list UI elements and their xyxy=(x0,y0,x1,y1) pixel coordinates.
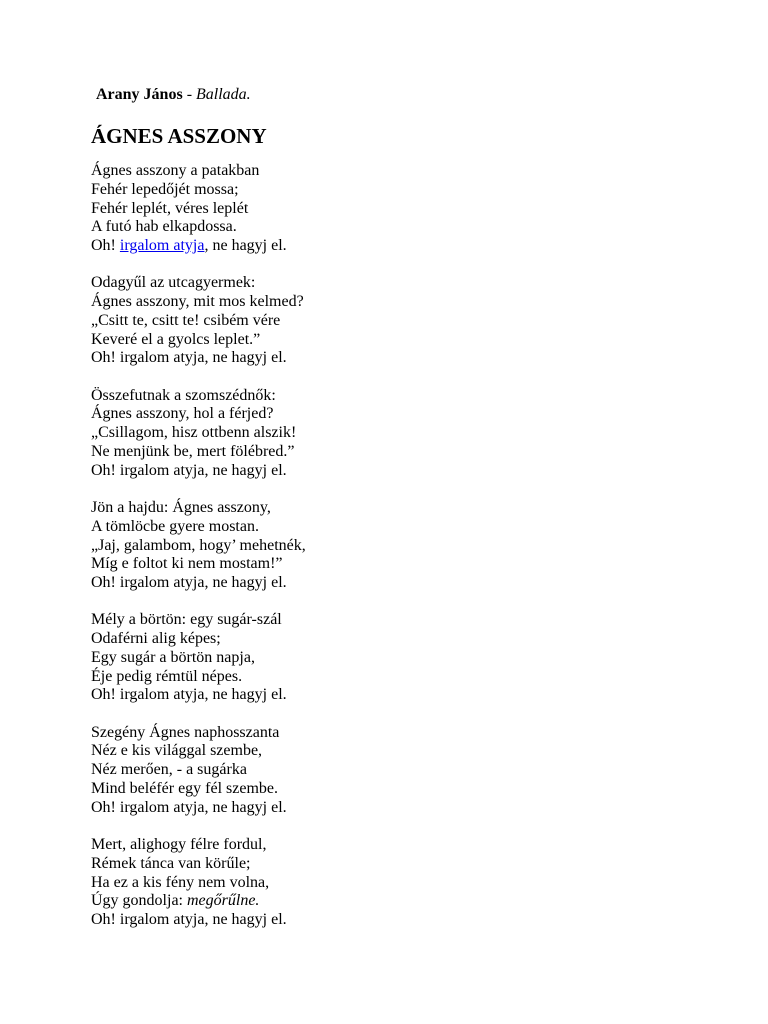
verse-line: A tömlöcbe gyere mostan. xyxy=(91,517,259,535)
verse-line: Mély a börtön: egy sugár-szál xyxy=(91,611,282,629)
verse-line: „Jaj, galambom, hogy’ mehetnék, xyxy=(91,536,306,554)
refrain-suffix: , ne hagyj el. xyxy=(204,237,287,254)
verse-line: Mert, alighogy félre fordul, xyxy=(91,836,267,854)
refrain-line: Oh! irgalom atyja, ne hagyj el. xyxy=(91,461,287,479)
verse-line: Jön a hajdu: Ágnes asszony, xyxy=(91,499,271,517)
verse-line: Néz merően, - a sugárka xyxy=(91,761,247,779)
verse-line: Odagyűl az utcagyermek: xyxy=(91,274,256,292)
verse-line: Összefutnak a szomszédnők: xyxy=(91,386,276,404)
irgalom-atyja-link[interactable]: irgalom atyja xyxy=(119,237,205,254)
refrain-line xyxy=(91,237,691,256)
stanza-5 xyxy=(91,611,691,705)
poem-document xyxy=(91,84,691,948)
author-line xyxy=(96,84,691,106)
verse-line: „Csitt te, csitt te! csibém vére xyxy=(91,311,281,329)
verse-line: Fehér leplét, véres leplét xyxy=(91,199,249,217)
verse-line: Fehér lepedőjét mossa; xyxy=(91,180,239,198)
verse-line: Ha ez a kis fény nem volna, xyxy=(91,873,270,891)
verse-line: A futó hab elkapdossa. xyxy=(91,218,237,236)
stanza-4 xyxy=(91,499,691,593)
verse-line: Egy sugár a börtön napja, xyxy=(91,648,255,666)
verse-line: Szegény Ágnes naphosszanta xyxy=(91,723,280,741)
verse-line: Ágnes asszony a patakban xyxy=(91,162,260,179)
verse-line: Míg e foltot ki nem mostam!” xyxy=(91,555,283,573)
refrain-line: Oh! irgalom atyja, ne hagyj el. xyxy=(91,686,287,704)
italic-word: megőrűlne. xyxy=(187,892,260,910)
verse-line: Mind beléfér egy fél szembe. xyxy=(91,779,279,797)
verse-line: Néz e kis világgal szembe, xyxy=(91,742,263,760)
stanza-3 xyxy=(91,387,691,481)
refrain-line: Oh! irgalom atyja, ne hagyj el. xyxy=(91,574,287,592)
verse-line-prefix: Úgy gondolja: xyxy=(91,892,187,910)
author-name: Arany János xyxy=(96,86,183,103)
verse-line: Éje pedig rémtül népes. xyxy=(91,667,243,685)
poem-title: ÁGNES ASSZONY xyxy=(91,124,267,148)
genre-label: Ballada. xyxy=(196,86,251,103)
refrain-line: Oh! irgalom atyja, ne hagyj el. xyxy=(91,349,287,367)
stanza-2 xyxy=(91,274,691,368)
stanza-6 xyxy=(91,724,691,818)
verse-line: Ágnes asszony, hol a férjed? xyxy=(91,405,274,423)
stanza-7 xyxy=(91,836,691,930)
verse-line xyxy=(91,892,691,911)
refrain-prefix: Oh! xyxy=(91,237,120,254)
verse-line: Ne menjünk be, mert fölébred.” xyxy=(91,442,295,460)
verse-line: Keveré el a gyolcs leplet.” xyxy=(91,330,261,348)
verse-line: „Csillagom, hisz ottbenn alszik! xyxy=(91,424,297,442)
refrain-line: Oh! irgalom atyja, ne hagyj el. xyxy=(91,911,287,929)
stanza-1 xyxy=(91,162,691,256)
refrain-line: Oh! irgalom atyja, ne hagyj el. xyxy=(91,798,287,816)
verse-line: Odaférni alig képes; xyxy=(91,630,221,648)
verse-line: Ágnes asszony, mit mos kelmed? xyxy=(91,293,304,311)
author-separator: - xyxy=(182,86,197,103)
verse-line: Rémek tánca van körűle; xyxy=(91,854,251,872)
